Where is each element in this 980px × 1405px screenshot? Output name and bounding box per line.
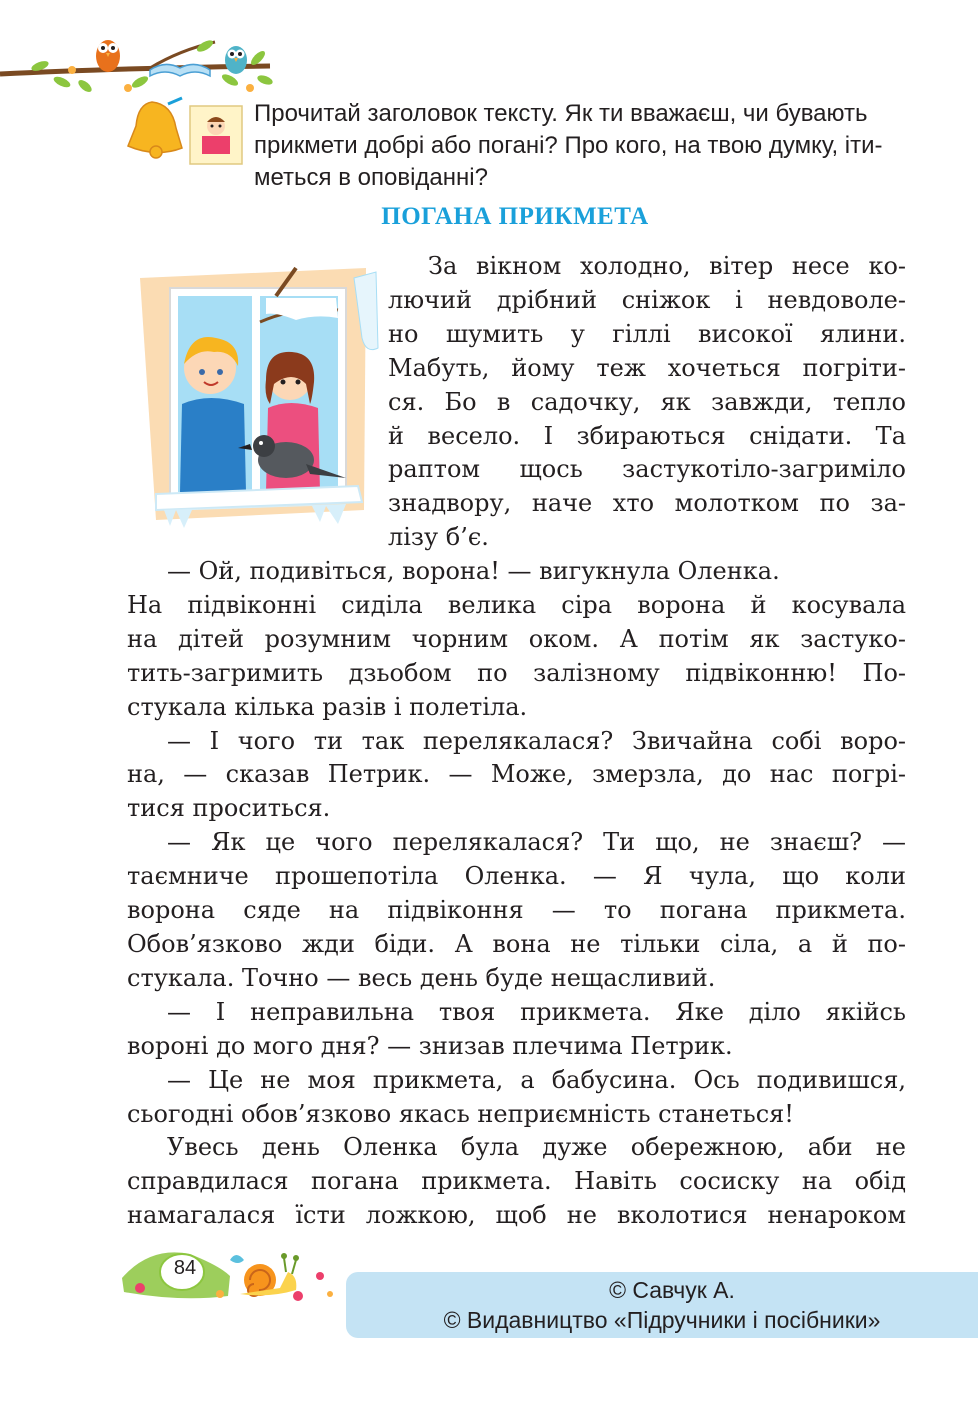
story-line: Мабуть, йому теж хочеться погріти-: [388, 353, 906, 382]
intro-line: меться в оповіданні?: [254, 164, 488, 191]
story-line: знадвору, наче хто молотком по за-: [388, 489, 906, 518]
story-line: На підвіконні сиділа велика сіра ворона й косувала: [127, 590, 906, 619]
credits-box: [346, 1272, 978, 1338]
intro-question: [254, 98, 914, 194]
story-line: вороні до мого дня? — знизав плечима Петрик.: [127, 1031, 733, 1060]
snail-icon: [240, 1253, 299, 1296]
task-icons: [122, 96, 252, 172]
story-line: на, — сказав Петрик. — Може, змерзла, до нас погрі-: [127, 760, 906, 789]
story-text-beside-image: [388, 250, 906, 555]
story-line: ся. Бо в садочку, як завжди, тепло: [388, 387, 906, 416]
intro-line: прикмети добрі або погані? Про кого, на твою думку, іти-: [254, 132, 883, 159]
story-line: сьогодні обов’язково якась неприємність станеться!: [127, 1099, 794, 1128]
story-line: ворона сяде на підвіконня — то погана прикмета.: [127, 896, 906, 925]
story-title: ПОГАНА ПРИКМЕТА: [381, 203, 649, 230]
story-line: — І неправильна твоя прикмета. Яке діло якійсь: [167, 997, 906, 1026]
flowers-and-snail-icon: [120, 1236, 336, 1310]
page-number: 84: [173, 1257, 197, 1279]
credits-publisher: © Видавництво «Підручники і посібники»: [443, 1307, 881, 1333]
story-line: намагалася їсти ложкою, щоб не вколотися ненароком: [127, 1201, 906, 1230]
story-line: лізу б’є.: [388, 523, 489, 552]
story-line: — Ой, подивіться, ворона! — вигукнула Оленка.: [167, 557, 780, 585]
story-line: стукала. Точно — весь день буде нещасливий.: [127, 963, 716, 992]
story-line: но шумить у гіллі високої ялини.: [388, 319, 906, 348]
bell-icon: [128, 98, 182, 158]
credits-author: © Савчук А.: [609, 1277, 735, 1303]
story-line: на дітей розумним чорним оком. А потім як застуко-: [127, 624, 906, 653]
story-line: За вікном холодно, вітер несе ко-: [428, 252, 906, 280]
intro-line: Прочитай заголовок тексту. Як ти вважаєш, чи бувають: [254, 100, 868, 127]
story-line: Обов’язково жди біди. А вона не тільки сіла, а й по-: [127, 929, 906, 958]
story-line: й весело. І збираються снідати. Та: [388, 421, 906, 450]
story-line: таємниче прошепотіла Оленка. — Я чула, що коли: [127, 862, 906, 891]
reading-child-icon: [190, 106, 242, 164]
story-line: стукала кілька разів і полетіла.: [127, 692, 528, 721]
story-line: — Це не моя прикмета, а бабусина. Ось подивишся,: [167, 1065, 906, 1094]
story-line: лючий дрібний сніжок і невдоволе-: [388, 285, 906, 314]
story-line: справдилася погана прикмета. Навіть сосиску на обід: [127, 1167, 906, 1196]
story-line: тися проситься.: [127, 794, 331, 823]
story-text-main: [127, 555, 906, 1233]
story-line: раптом щось застукотіло-загриміло: [388, 455, 906, 484]
story-line: — І чого ти так перелякалася? Звичайна собі воро-: [167, 726, 906, 755]
tree-branch-with-owls-icon: [0, 30, 280, 106]
story-line: тить-загримить дзьобом по залізному підвіконню! По-: [127, 658, 906, 687]
window-with-children-and-crow-illustration: [126, 258, 388, 542]
story-line: — Як це чого перелякалася? Ти що, не знаєш? —: [167, 828, 906, 857]
story-line: Увесь день Оленка була дуже обережною, аби не: [167, 1133, 906, 1162]
